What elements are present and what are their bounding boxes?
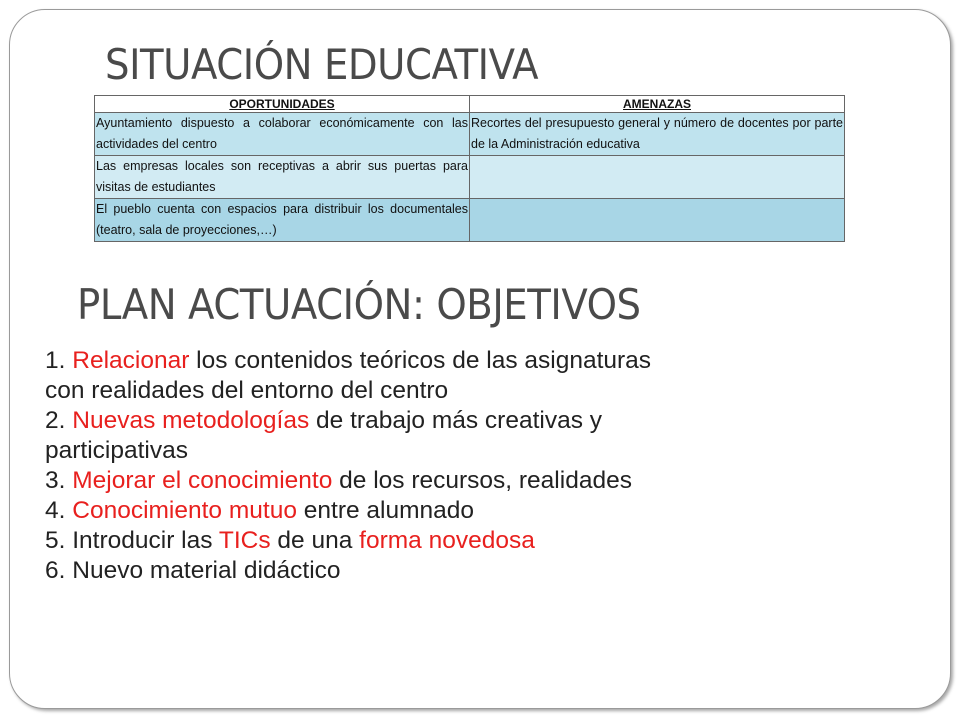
- table-cell: Las empresas locales son receptivas a abrir sus puertas para visitas de estudiantes: [95, 156, 470, 199]
- objective-text: de una: [270, 527, 360, 554]
- table-row: [95, 199, 845, 242]
- table-row: [95, 113, 845, 156]
- objective-2-continued: participativas: [45, 437, 188, 464]
- table-cell: [470, 199, 845, 242]
- objective-text: de trabajo más creativas y: [309, 407, 603, 434]
- objective-1: [45, 346, 925, 376]
- slide-title: SITUACIÓN EDUCATIVA: [105, 40, 539, 89]
- objective-text: Nuevo material didáctico: [72, 557, 341, 584]
- objective-number: 1.: [45, 347, 73, 374]
- objective-highlight: Mejorar el conocimiento: [72, 467, 333, 494]
- objective-highlight: forma novedosa: [359, 527, 535, 554]
- objective-highlight: TICs: [218, 527, 271, 554]
- table-cell: Recortes del presupuesto general y número de docentes por parte de la Administración educativa: [470, 113, 845, 156]
- objective-number: 5.: [45, 527, 73, 554]
- objective-5: [45, 526, 925, 556]
- objective-2: [45, 406, 925, 436]
- objective-number: 2.: [45, 407, 73, 434]
- objective-4: [45, 496, 925, 526]
- objective-number: 6.: [45, 557, 73, 584]
- objective-text: los contenidos teóricos de las asignaturas: [189, 347, 652, 374]
- objective-text: Introducir las: [72, 527, 219, 554]
- objective-6: [45, 556, 925, 586]
- header-oportunidades: OPORTUNIDADES: [95, 96, 470, 113]
- objective-text: entre alumnado: [296, 497, 475, 524]
- objective-number: 4.: [45, 497, 73, 524]
- table-row: [95, 156, 845, 199]
- section-title: PLAN ACTUACIÓN: OBJETIVOS: [77, 280, 641, 329]
- objective-1-continued: con realidades del entorno del centro: [45, 377, 449, 404]
- objective-highlight: Nuevas metodologías: [72, 407, 310, 434]
- table-header-row: [95, 96, 845, 113]
- objective-number: 3.: [45, 467, 73, 494]
- table-cell: El pueblo cuenta con espacios para distribuir los documentales (teatro, sala de proyecciones,…): [95, 199, 470, 242]
- objective-highlight: Conocimiento mutuo: [72, 497, 297, 524]
- table-cell: [470, 156, 845, 199]
- objectives-list: [45, 346, 925, 586]
- objective-3: [45, 466, 925, 496]
- objective-highlight: Relacionar: [72, 347, 190, 374]
- swot-table: [94, 95, 845, 242]
- table-cell: Ayuntamiento dispuesto a colaborar económicamente con las actividades del centro: [95, 113, 470, 156]
- objective-text: de los recursos, realidades: [332, 467, 632, 494]
- header-amenazas: AMENAZAS: [470, 96, 845, 113]
